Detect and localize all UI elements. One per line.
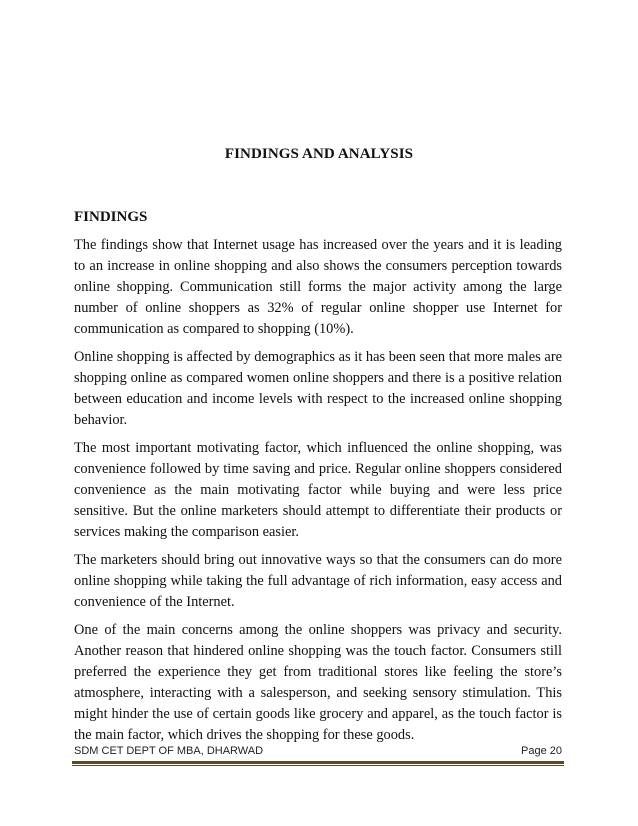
body-text	[74, 235, 562, 753]
page-title: FINDINGS AND ANALYSIS	[224, 146, 414, 162]
footer-rule-thin	[72, 765, 564, 766]
footer-rule-thick	[72, 761, 564, 764]
section-heading: FINDINGS	[74, 209, 148, 225]
page-footer	[74, 745, 562, 761]
paragraph-3: The most important motivating factor, which influenced the online shopping, was convenience followed by time saving and price. Regular online shoppers considered convenience as the main motivating factor while buying and were less price sensitive. But the online marketers should attempt to differentiate their products or services making the comparison easier.	[74, 440, 562, 540]
paragraph-5: One of the main concerns among the online shoppers was privacy and security. Another reason that hindered online shopping was the touch factor. Consumers still preferred the experience they get from traditional stores like feeling the store’s atmosphere, interacting with a salesperson, and seeking sensory stimulation. This might hinder the use of certain goods like grocery and apparel, as the touch factor is the main factor, which drives the shopping for these goods.	[74, 622, 562, 743]
paragraph-1: The findings show that Internet usage has increased over the years and it is leading to an increase in online shopping and also shows the consumers perception towards online shopping. Communication still forms the major activity among the large number of online shoppers as 32% of regular online shopper use Internet for communication as compared to shopping (10%).	[74, 237, 562, 337]
footer-page-number: Page 20	[521, 745, 562, 757]
paragraph-4: The marketers should bring out innovative ways so that the consumers can do more online shopping while taking the full advantage of rich information, easy access and convenience of the Internet.	[74, 552, 562, 610]
footer-institution: SDM CET DEPT OF MBA, DHARWAD	[74, 745, 264, 757]
paragraph-2: Online shopping is affected by demographics as it has been seen that more males are shopping online as compared women online shoppers and there is a positive relation between education and income levels with respect to the increased online shopping behavior.	[74, 349, 562, 428]
